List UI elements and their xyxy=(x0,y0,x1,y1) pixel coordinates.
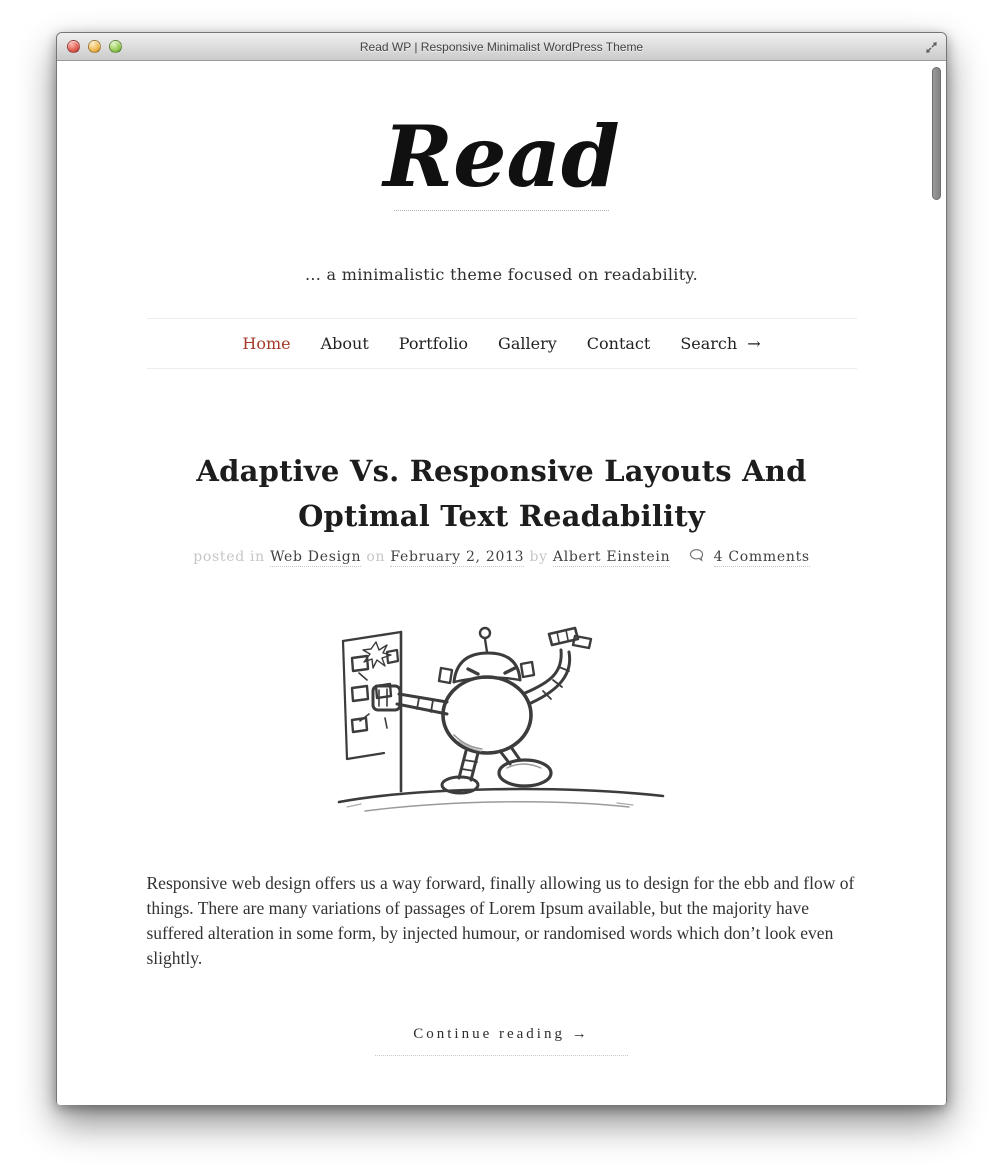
nav-item-portfolio[interactable]: Portfolio xyxy=(398,333,469,353)
site-header xyxy=(147,61,857,284)
page-content xyxy=(57,61,946,1105)
nav-item-home[interactable]: Home xyxy=(242,333,291,353)
nav-item-contact[interactable]: Contact xyxy=(586,333,651,353)
continue-reading-link[interactable]: Continue reading → xyxy=(413,1025,590,1042)
comments-link[interactable]: 4 Comments xyxy=(713,548,810,565)
site-logo[interactable]: Read xyxy=(383,107,620,206)
post-title-link[interactable]: Adaptive Vs. Responsive Layouts And Optimal Text Readability xyxy=(196,453,807,533)
meta-on: on xyxy=(366,548,386,565)
meta-by: by xyxy=(529,548,548,565)
scrollbar-thumb[interactable] xyxy=(932,67,941,200)
arrow-right-icon: → xyxy=(747,333,761,353)
post-excerpt: Responsive web design offers us a way forward, finally allowing us to design for the ebb and flow of things. There are many variations of passages of Lorem Ipsum available, but the majority have suffered alteration in some form, by injected humour, or randomised words which don’t look even slightly. xyxy=(146,872,855,968)
robot-sketch-image xyxy=(327,610,677,835)
speech-bubble-icon xyxy=(689,549,704,566)
resize-icon[interactable] xyxy=(924,40,939,55)
meta-posted-in: posted in xyxy=(193,548,265,565)
post-title xyxy=(147,449,857,539)
nav-item-gallery[interactable]: Gallery xyxy=(498,333,557,353)
title-bar[interactable] xyxy=(57,33,946,61)
nav-item-search[interactable]: Search → xyxy=(680,333,761,353)
author-link[interactable]: Albert Einstein xyxy=(552,548,671,565)
post-meta xyxy=(147,549,857,566)
post xyxy=(147,449,857,1056)
featured-image[interactable] xyxy=(147,610,857,839)
browser-window xyxy=(56,32,947,1105)
window-title: Read WP | Responsive Minimalist WordPress Theme xyxy=(359,39,644,54)
date-link[interactable]: February 2, 2013 xyxy=(390,548,525,565)
nav-item-about[interactable]: About xyxy=(320,333,369,353)
main-nav xyxy=(147,318,857,369)
site-tagline: ... a minimalistic theme focused on readability. xyxy=(304,264,699,284)
continue-reading-rule xyxy=(375,1023,627,1056)
category-link[interactable]: Web Design xyxy=(270,548,362,565)
continue-reading xyxy=(147,1023,857,1056)
logo-dotted-rule xyxy=(394,210,609,211)
